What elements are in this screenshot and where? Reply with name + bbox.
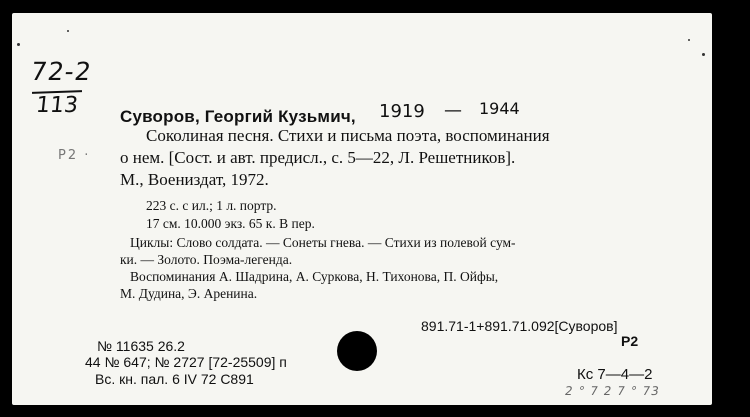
title-line-1: Соколиная песня. Стихи и письма поэта, воспоминания xyxy=(146,126,550,145)
accession-line-2: 44 № 647; № 2727 [72-25509] п xyxy=(85,354,287,370)
scan-speck xyxy=(67,30,69,32)
scan-speck xyxy=(17,43,20,46)
imprint-line: М., Воениздат, 1972. xyxy=(120,170,269,189)
size-price-line: 17 см. 10.000 экз. 65 к. В пер. xyxy=(146,216,315,231)
faint-handwritten-mark: Р2 · xyxy=(58,148,91,163)
call-number-top: 72-2 xyxy=(28,57,94,86)
card-code: Кс 7—4—2 xyxy=(577,366,653,383)
contents-note-line-2: ки. — Золото. Поэма-легенда. xyxy=(120,252,293,267)
pagination-line: 223 с. с ил.; 1 л. портр. xyxy=(146,198,277,213)
scan-speck xyxy=(688,39,690,41)
contents-note-line-1: Циклы: Слово солдата. — Сонеты гнева. — Стихи из полевой сум- xyxy=(130,235,516,250)
catalog-card xyxy=(12,13,712,405)
handwritten-birth-year: 1919 xyxy=(379,101,425,122)
handwritten-death-year: 1944 xyxy=(479,99,520,118)
classification-number: 891.71-1+891.71.092[Суворов] xyxy=(421,318,618,334)
memoirs-note-line-2: М. Дудина, Э. Аренина. xyxy=(120,286,258,301)
author-heading: Суворов, Георгий Кузьмич, xyxy=(120,107,356,126)
shelf-code: Р2 xyxy=(621,333,639,349)
scan-speck xyxy=(702,53,705,56)
card-punch-hole xyxy=(337,331,377,371)
faint-stamp: 2 ° 7 2 7 ° 73 xyxy=(563,384,661,398)
memoirs-note-line-1: Воспоминания А. Шадрина, А. Суркова, Н. Тихонова, П. Ойфы, xyxy=(130,269,499,284)
handwritten-dash: — xyxy=(444,100,462,121)
accession-line-1: № 11635 26.2 xyxy=(97,338,185,354)
accession-line-3: Вс. кн. пал. 6 IV 72 С891 xyxy=(95,371,254,387)
call-number-bottom: 113 xyxy=(34,93,80,118)
title-line-2: о нем. [Сост. и авт. предисл., с. 5—22, Л. Решетников]. xyxy=(120,148,516,167)
